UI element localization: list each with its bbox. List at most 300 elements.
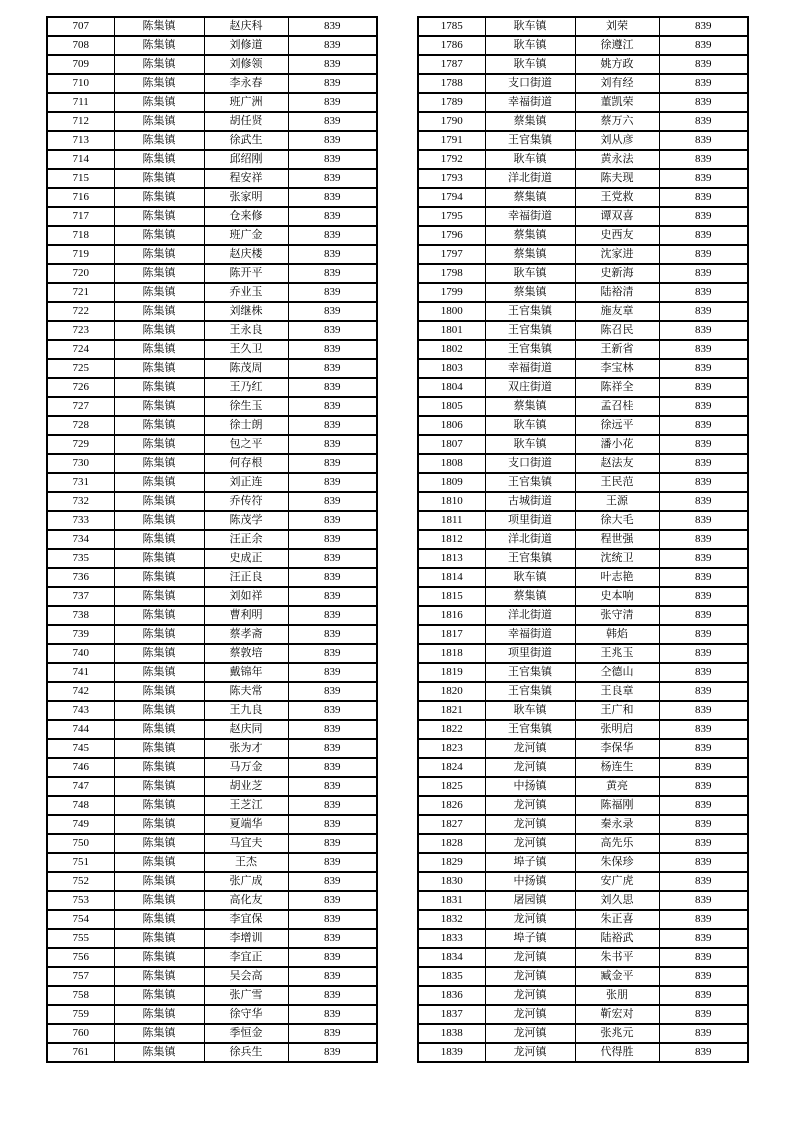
person-name-cell: 靳宏对 [575,1005,659,1024]
row-number-cell: 727 [47,397,114,416]
town-cell: 埠子镇 [485,929,575,948]
table-row [47,625,377,644]
town-cell: 陈集镇 [114,340,204,359]
person-name-cell: 陈茂学 [204,511,288,530]
town-cell: 陈集镇 [114,853,204,872]
table-row [418,682,748,701]
row-number-cell: 1788 [418,74,485,93]
town-cell: 陈集镇 [114,188,204,207]
table-row [418,701,748,720]
value-cell: 839 [288,701,377,720]
person-name-cell: 王良章 [575,682,659,701]
value-cell: 839 [288,321,377,340]
table-row [47,150,377,169]
row-number-cell: 1838 [418,1024,485,1043]
table-row [47,188,377,207]
value-cell: 839 [659,967,748,986]
value-cell: 839 [288,625,377,644]
value-cell: 839 [659,74,748,93]
table-row [47,853,377,872]
table-row [47,435,377,454]
row-number-cell: 1806 [418,416,485,435]
row-number-cell: 1835 [418,967,485,986]
table-row [47,226,377,245]
row-number-cell: 1785 [418,17,485,36]
table-row [47,644,377,663]
person-name-cell: 李保华 [575,739,659,758]
town-cell: 陈集镇 [114,872,204,891]
value-cell: 839 [659,606,748,625]
table-row [418,549,748,568]
row-number-cell: 1817 [418,625,485,644]
table-row [418,264,748,283]
table-row [418,910,748,929]
value-cell: 839 [659,549,748,568]
value-cell: 839 [288,777,377,796]
town-cell: 幸福街道 [485,359,575,378]
person-name-cell: 施友章 [575,302,659,321]
row-number-cell: 1826 [418,796,485,815]
table-row [418,758,748,777]
person-name-cell: 安广虎 [575,872,659,891]
table-row [47,739,377,758]
value-cell: 839 [659,986,748,1005]
town-cell: 蔡集镇 [485,283,575,302]
person-name-cell: 戴锦年 [204,663,288,682]
value-cell: 839 [659,492,748,511]
row-number-cell: 714 [47,150,114,169]
town-cell: 陈集镇 [114,207,204,226]
town-cell: 陈集镇 [114,625,204,644]
person-name-cell: 夏端华 [204,815,288,834]
person-name-cell: 刘继株 [204,302,288,321]
value-cell: 839 [659,929,748,948]
table-row [418,397,748,416]
table-row [47,17,377,36]
person-name-cell: 高化友 [204,891,288,910]
person-name-cell: 乔业玉 [204,283,288,302]
row-number-cell: 711 [47,93,114,112]
town-cell: 王官集镇 [485,131,575,150]
person-name-cell: 马万金 [204,758,288,777]
value-cell: 839 [659,948,748,967]
person-name-cell: 徐守华 [204,1005,288,1024]
person-name-cell: 仓来修 [204,207,288,226]
town-cell: 洋北街道 [485,606,575,625]
row-number-cell: 1797 [418,245,485,264]
table-row [47,891,377,910]
table-row [47,378,377,397]
table-row [47,207,377,226]
row-number-cell: 737 [47,587,114,606]
person-name-cell: 邱绍刚 [204,150,288,169]
table-row [47,321,377,340]
person-name-cell: 叶志艳 [575,568,659,587]
value-cell: 839 [288,150,377,169]
town-cell: 龙河镇 [485,1005,575,1024]
table-row [418,663,748,682]
town-cell: 古城街道 [485,492,575,511]
value-cell: 839 [659,872,748,891]
table-row [418,169,748,188]
person-name-cell: 汪正良 [204,568,288,587]
town-cell: 陈集镇 [114,549,204,568]
town-cell: 龙河镇 [485,834,575,853]
town-cell: 陈集镇 [114,283,204,302]
value-cell: 839 [659,682,748,701]
person-name-cell: 史西友 [575,226,659,245]
table-row [418,644,748,663]
value-cell: 839 [288,853,377,872]
value-cell: 839 [659,587,748,606]
table-row [47,872,377,891]
value-cell: 839 [288,606,377,625]
table-row [418,625,748,644]
town-cell: 蔡集镇 [485,245,575,264]
table-row [418,226,748,245]
table-row [418,416,748,435]
value-cell: 839 [288,188,377,207]
value-cell: 839 [288,1024,377,1043]
table-row [47,131,377,150]
person-name-cell: 程安祥 [204,169,288,188]
person-name-cell: 刘荣 [575,17,659,36]
table-row [418,131,748,150]
person-name-cell: 张明启 [575,720,659,739]
table-row [47,473,377,492]
value-cell: 839 [288,340,377,359]
row-number-cell: 1810 [418,492,485,511]
person-name-cell: 蔡孝斋 [204,625,288,644]
value-cell: 839 [288,359,377,378]
town-cell: 耿车镇 [485,55,575,74]
table-row [418,93,748,112]
row-number-cell: 1833 [418,929,485,948]
town-cell: 陈集镇 [114,397,204,416]
person-name-cell: 王九良 [204,701,288,720]
town-cell: 龙河镇 [485,815,575,834]
row-number-cell: 707 [47,17,114,36]
table-row [47,530,377,549]
value-cell: 839 [288,416,377,435]
value-cell: 839 [659,625,748,644]
row-number-cell: 1798 [418,264,485,283]
value-cell: 839 [288,397,377,416]
town-cell: 王官集镇 [485,302,575,321]
person-name-cell: 班广洲 [204,93,288,112]
town-cell: 龙河镇 [485,986,575,1005]
town-cell: 陈集镇 [114,739,204,758]
row-number-cell: 717 [47,207,114,226]
row-number-cell: 758 [47,986,114,1005]
person-name-cell: 陈夫现 [575,169,659,188]
town-cell: 龙河镇 [485,967,575,986]
row-number-cell: 759 [47,1005,114,1024]
table-row [47,36,377,55]
table-row [418,321,748,340]
row-number-cell: 1822 [418,720,485,739]
row-number-cell: 715 [47,169,114,188]
table-row [47,834,377,853]
row-number-cell: 734 [47,530,114,549]
value-cell: 839 [659,891,748,910]
value-cell: 839 [659,302,748,321]
row-number-cell: 726 [47,378,114,397]
row-number-cell: 736 [47,568,114,587]
person-name-cell: 徐兵生 [204,1043,288,1062]
town-cell: 耿车镇 [485,701,575,720]
town-cell: 陈集镇 [114,1005,204,1024]
table-row [47,663,377,682]
table-row [418,834,748,853]
person-name-cell: 班广金 [204,226,288,245]
value-cell: 839 [659,36,748,55]
person-name-cell: 张广雪 [204,986,288,1005]
row-number-cell: 754 [47,910,114,929]
row-number-cell: 716 [47,188,114,207]
value-cell: 839 [659,340,748,359]
value-cell: 839 [288,492,377,511]
table-row [418,207,748,226]
town-cell: 陈集镇 [114,416,204,435]
row-number-cell: 752 [47,872,114,891]
town-cell: 陈集镇 [114,910,204,929]
table-row [47,549,377,568]
row-number-cell: 725 [47,359,114,378]
table-row [47,910,377,929]
person-name-cell: 陆裕清 [575,283,659,302]
person-name-cell: 徐远平 [575,416,659,435]
table-row [418,188,748,207]
town-cell: 王官集镇 [485,549,575,568]
person-name-cell: 王广和 [575,701,659,720]
row-number-cell: 728 [47,416,114,435]
value-cell: 839 [288,929,377,948]
table-row [47,777,377,796]
town-cell: 龙河镇 [485,948,575,967]
row-number-cell: 761 [47,1043,114,1062]
value-cell: 839 [659,815,748,834]
row-number-cell: 1805 [418,397,485,416]
table-row [47,1024,377,1043]
town-cell: 陈集镇 [114,93,204,112]
person-name-cell: 张家明 [204,188,288,207]
town-cell: 陈集镇 [114,245,204,264]
value-cell: 839 [659,530,748,549]
person-name-cell: 董凯荣 [575,93,659,112]
town-cell: 洋北街道 [485,169,575,188]
row-number-cell: 1786 [418,36,485,55]
person-name-cell: 王永良 [204,321,288,340]
value-cell: 839 [288,549,377,568]
table-row [418,473,748,492]
town-cell: 中扬镇 [485,777,575,796]
person-name-cell: 赵庆楼 [204,245,288,264]
town-cell: 陈集镇 [114,606,204,625]
roster-table-right-body [418,17,748,1062]
town-cell: 蔡集镇 [485,188,575,207]
town-cell: 龙河镇 [485,1043,575,1062]
row-number-cell: 748 [47,796,114,815]
table-row [418,815,748,834]
row-number-cell: 1808 [418,454,485,473]
row-number-cell: 713 [47,131,114,150]
town-cell: 洋北街道 [485,530,575,549]
table-row [47,1005,377,1024]
row-number-cell: 756 [47,948,114,967]
row-number-cell: 1789 [418,93,485,112]
row-number-cell: 720 [47,264,114,283]
town-cell: 龙河镇 [485,1024,575,1043]
value-cell: 839 [659,93,748,112]
town-cell: 陈集镇 [114,55,204,74]
table-row [47,264,377,283]
table-row [47,986,377,1005]
person-name-cell: 李宝林 [575,359,659,378]
row-number-cell: 1790 [418,112,485,131]
value-cell: 839 [288,758,377,777]
person-name-cell: 王久卫 [204,340,288,359]
value-cell: 839 [288,131,377,150]
person-name-cell: 刘正连 [204,473,288,492]
table-row [47,587,377,606]
row-number-cell: 1807 [418,435,485,454]
value-cell: 839 [288,226,377,245]
person-name-cell: 赵庆科 [204,17,288,36]
value-cell: 839 [659,1024,748,1043]
town-cell: 陈集镇 [114,644,204,663]
town-cell: 耿车镇 [485,150,575,169]
person-name-cell: 臧金平 [575,967,659,986]
person-name-cell: 张广成 [204,872,288,891]
table-row [418,511,748,530]
table-row [418,1005,748,1024]
town-cell: 支口街道 [485,74,575,93]
row-number-cell: 1831 [418,891,485,910]
row-number-cell: 741 [47,663,114,682]
table-row [47,340,377,359]
town-cell: 屠园镇 [485,891,575,910]
table-row [418,150,748,169]
table-row [418,948,748,967]
table-row [418,720,748,739]
person-name-cell: 徐士朗 [204,416,288,435]
row-number-cell: 1796 [418,226,485,245]
value-cell: 839 [659,1005,748,1024]
person-name-cell: 蔡万六 [575,112,659,131]
table-row [47,74,377,93]
table-row [47,967,377,986]
row-number-cell: 1829 [418,853,485,872]
person-name-cell: 陈茂周 [204,359,288,378]
person-name-cell: 王民范 [575,473,659,492]
row-number-cell: 738 [47,606,114,625]
table-row [418,967,748,986]
town-cell: 王官集镇 [485,473,575,492]
row-number-cell: 749 [47,815,114,834]
table-row [47,511,377,530]
town-cell: 陈集镇 [114,511,204,530]
row-number-cell: 746 [47,758,114,777]
person-name-cell: 朱书平 [575,948,659,967]
table-row [47,112,377,131]
person-name-cell: 孟召桂 [575,397,659,416]
row-number-cell: 730 [47,454,114,473]
table-row [418,359,748,378]
table-row [418,492,748,511]
row-number-cell: 747 [47,777,114,796]
town-cell: 陈集镇 [114,720,204,739]
person-name-cell: 徐大毛 [575,511,659,530]
value-cell: 839 [288,264,377,283]
row-number-cell: 745 [47,739,114,758]
town-cell: 陈集镇 [114,891,204,910]
person-name-cell: 陆裕武 [575,929,659,948]
person-name-cell: 刘修道 [204,36,288,55]
value-cell: 839 [659,359,748,378]
value-cell: 839 [659,435,748,454]
person-name-cell: 刘久思 [575,891,659,910]
town-cell: 龙河镇 [485,796,575,815]
town-cell: 蔡集镇 [485,112,575,131]
table-row [418,796,748,815]
town-cell: 蔡集镇 [485,226,575,245]
table-row [47,302,377,321]
table-row [418,302,748,321]
table-row [418,587,748,606]
person-name-cell: 陈召民 [575,321,659,340]
person-name-cell: 王源 [575,492,659,511]
town-cell: 陈集镇 [114,568,204,587]
table-row [47,492,377,511]
table-row [47,397,377,416]
person-name-cell: 王芝江 [204,796,288,815]
value-cell: 839 [288,112,377,131]
row-number-cell: 750 [47,834,114,853]
row-number-cell: 1818 [418,644,485,663]
town-cell: 双庄街道 [485,378,575,397]
person-name-cell: 包之平 [204,435,288,454]
row-number-cell: 721 [47,283,114,302]
table-row [47,701,377,720]
person-name-cell: 陈祥全 [575,378,659,397]
person-name-cell: 秦永录 [575,815,659,834]
person-name-cell: 朱保珍 [575,853,659,872]
table-row [418,1043,748,1062]
town-cell: 龙河镇 [485,739,575,758]
row-number-cell: 740 [47,644,114,663]
person-name-cell: 徐遵江 [575,36,659,55]
town-cell: 耿车镇 [485,416,575,435]
person-name-cell: 徐生玉 [204,397,288,416]
row-number-cell: 724 [47,340,114,359]
row-number-cell: 1801 [418,321,485,340]
value-cell: 839 [659,910,748,929]
row-number-cell: 739 [47,625,114,644]
town-cell: 王官集镇 [485,720,575,739]
person-name-cell: 张为才 [204,739,288,758]
table-row [47,416,377,435]
value-cell: 839 [659,853,748,872]
person-name-cell: 韩焰 [575,625,659,644]
town-cell: 王官集镇 [485,682,575,701]
town-cell: 陈集镇 [114,701,204,720]
town-cell: 龙河镇 [485,910,575,929]
value-cell: 839 [288,378,377,397]
town-cell: 王官集镇 [485,321,575,340]
value-cell: 839 [288,36,377,55]
row-number-cell: 1799 [418,283,485,302]
